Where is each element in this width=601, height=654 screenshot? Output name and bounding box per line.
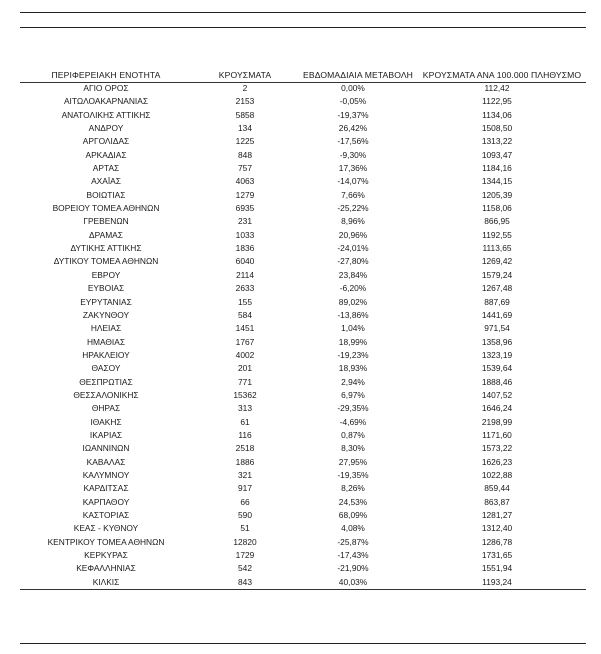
cell-region: ΘΕΣΣΑΛΟΝΙΚΗΣ — [73, 389, 139, 400]
table-header — [20, 68, 586, 82]
cell-region: ΙΘΑΚΗΣ — [90, 416, 122, 427]
cell-cases: 51 — [240, 523, 250, 534]
table-row — [20, 362, 586, 375]
cell-cases-per-100k: 1286,78 — [481, 536, 513, 547]
cell-cases: 542 — [238, 563, 252, 574]
cell-cases-per-100k: 1508,50 — [481, 123, 513, 134]
cell-region: ΗΜΑΘΙΑΣ — [86, 336, 126, 347]
cell-cases: 2518 — [235, 443, 255, 454]
cell-cases-per-100k: 1539,64 — [481, 363, 513, 374]
table-row — [20, 296, 586, 309]
cell-cases-per-100k: 112,42 — [484, 83, 510, 93]
cell-weekly-change: -4,69% — [339, 416, 367, 427]
cell-cases-per-100k: 1158,06 — [482, 203, 512, 214]
cell-cases: 1033 — [235, 229, 255, 240]
table-row — [20, 482, 586, 495]
cell-cases: 4063 — [235, 176, 255, 187]
table-row — [20, 95, 586, 108]
cell-region: ΒΟΙΩΤΙΑΣ — [86, 189, 126, 200]
cell-cases: 12820 — [233, 536, 257, 547]
table-row — [20, 562, 586, 575]
cell-cases: 2 — [242, 83, 248, 93]
table-row — [20, 509, 586, 522]
cell-cases: 584 — [238, 309, 252, 320]
table-row — [20, 282, 586, 295]
cell-region: ΑΡΤΑΣ — [92, 163, 120, 174]
cell-cases: 1886 — [235, 456, 255, 467]
cell-cases: 4002 — [235, 349, 255, 360]
cell-cases-per-100k: 1579,24 — [481, 269, 513, 280]
table-row — [20, 522, 586, 535]
cell-cases: 2114 — [235, 269, 254, 280]
cell-region: ΙΚΑΡΙΑΣ — [89, 429, 123, 440]
cell-region: ΕΒΡΟΥ — [91, 269, 121, 280]
cell-cases: 771 — [238, 376, 252, 387]
cell-cases-per-100k: 1184,16 — [482, 163, 512, 174]
cell-cases: 5858 — [235, 109, 255, 120]
cell-cases-per-100k: 1022,88 — [481, 469, 513, 480]
table-row — [20, 322, 586, 335]
table-row — [20, 122, 586, 135]
cell-weekly-change: -25,22% — [337, 203, 369, 214]
cell-cases: 1225 — [235, 136, 255, 147]
cell-cases-per-100k: 1358,96 — [481, 336, 513, 347]
cases-table — [20, 68, 586, 589]
table-row — [20, 456, 586, 469]
cell-region: ΑΝΔΡΟΥ — [88, 123, 124, 134]
cell-region: ΔΡΑΜΑΣ — [89, 229, 123, 240]
table-row — [20, 496, 586, 509]
cell-weekly-change: -6,20% — [339, 283, 367, 294]
table-row — [20, 549, 586, 562]
cell-region: ΘΕΣΠΡΩΤΙΑΣ — [79, 376, 133, 387]
cell-cases: 757 — [238, 163, 252, 174]
cell-cases-per-100k: 1626,23 — [481, 456, 513, 467]
cell-cases: 6040 — [235, 256, 255, 267]
cell-cases-per-100k: 1205,39 — [481, 189, 513, 200]
table-row — [20, 162, 586, 175]
top-rule-secondary — [20, 27, 586, 28]
cell-weekly-change: 7,66% — [341, 189, 365, 200]
table-end-line — [20, 589, 586, 590]
cell-weekly-change: -19,37% — [337, 109, 369, 120]
table-body — [20, 82, 586, 589]
cell-region: ΚΑΣΤΟΡΙΑΣ — [82, 510, 130, 520]
table-row — [20, 135, 586, 148]
cell-region: ΕΥΡΥΤΑΝΙΑΣ — [80, 296, 132, 307]
cell-cases: 848 — [238, 149, 252, 160]
table-row — [20, 469, 586, 482]
cell-weekly-change: 17,36% — [338, 163, 368, 174]
cell-cases: 231 — [238, 216, 252, 227]
cell-region: ΑΡΚΑΔΙΑΣ — [85, 149, 127, 160]
table-row — [20, 336, 586, 349]
cell-cases: 15362 — [233, 389, 257, 400]
cell-cases-per-100k: 1573,22 — [481, 443, 513, 454]
table-row — [20, 242, 586, 255]
cell-cases-per-100k: 1407,52 — [481, 389, 513, 400]
cell-cases-per-100k: 1122,95 — [482, 96, 512, 107]
cell-cases-per-100k: 971,54 — [484, 323, 510, 334]
cell-weekly-change: -25,87% — [337, 536, 369, 547]
cell-region: ΑΡΓΟΛΙΔΑΣ — [82, 136, 130, 147]
cell-cases: 61 — [240, 416, 250, 427]
cell-region: ΔΥΤΙΚΗΣ ΑΤΤΙΚΗΣ — [70, 243, 142, 254]
table-row — [20, 536, 586, 549]
cell-cases-per-100k: 863,87 — [484, 496, 510, 507]
table-row — [20, 175, 586, 188]
cell-cases: 1836 — [235, 243, 255, 254]
table-row — [20, 309, 586, 322]
cell-weekly-change: 2,94% — [341, 376, 365, 387]
cell-region: ΑΧΑΪΑΣ — [91, 176, 121, 187]
header-cases: ΚΡΟΥΣΜΑΤΑ — [218, 70, 272, 80]
cell-weekly-change: -13,86% — [337, 309, 369, 320]
table-row — [20, 189, 586, 202]
cell-weekly-change: 4,08% — [341, 523, 365, 534]
cell-region: ΑΙΤΩΛΟΑΚΑΡΝΑΝΙΑΣ — [63, 96, 149, 107]
table-row — [20, 109, 586, 122]
header-cases-per-100k: ΚΡΟΥΣΜΑΤΑ ΑΝΑ 100.000 ΠΛΗΘΥΣΜΟ — [422, 70, 582, 80]
cell-region: ΚΑΛΥΜΝΟΥ — [82, 469, 130, 480]
table-row — [20, 402, 586, 415]
cell-region: ΑΓΙΟ ΟΡΟΣ — [83, 83, 129, 93]
cell-weekly-change: -9,30% — [339, 149, 367, 160]
cell-region: ΚΑΡΔΙΤΣΑΣ — [83, 483, 129, 494]
cell-weekly-change: 26,42% — [338, 123, 368, 134]
cell-region: ΕΥΒΟΙΑΣ — [87, 283, 125, 294]
table-row — [20, 202, 586, 215]
cell-region: ΒΟΡΕΙΟΥ ΤΟΜΕΑ ΑΘΗΝΩΝ — [52, 203, 160, 214]
cell-cases: 66 — [240, 496, 250, 507]
table-row — [20, 429, 586, 442]
cell-region: ΚΕΡΚΥΡΑΣ — [84, 550, 128, 561]
cell-region: ΖΑΚΥΝΘΟΥ — [82, 309, 130, 320]
cell-weekly-change: 89,02% — [338, 296, 368, 307]
cell-cases: 6935 — [235, 203, 255, 214]
cell-cases-per-100k: 1344,15 — [481, 176, 513, 187]
table-row — [20, 416, 586, 429]
cell-weekly-change: -0,05% — [339, 96, 367, 107]
cell-cases-per-100k: 866,95 — [484, 216, 510, 227]
cell-cases: 2153 — [235, 96, 255, 107]
cell-cases-per-100k: 1646,24 — [481, 403, 513, 414]
cell-weekly-change: -19,35% — [337, 469, 369, 480]
cell-weekly-change: 18,93% — [338, 363, 368, 374]
cell-cases-per-100k: 1441,69 — [481, 309, 513, 320]
cell-cases-per-100k: 2198,99 — [481, 416, 513, 427]
cell-cases-per-100k: 1551,94 — [481, 563, 513, 574]
cell-cases-per-100k: 1281,27 — [481, 510, 513, 520]
cell-weekly-change: 1,04% — [341, 323, 365, 334]
cell-cases-per-100k: 1193,24 — [482, 576, 512, 587]
cell-cases-per-100k: 1888,46 — [481, 376, 513, 387]
cell-region: ΙΩΑΝΝΙΝΩΝ — [82, 443, 130, 454]
cell-weekly-change: -17,56% — [337, 136, 369, 147]
cell-region: ΚΙΛΚΙΣ — [92, 576, 120, 587]
cell-cases-per-100k: 1323,19 — [481, 349, 513, 360]
cell-cases-per-100k: 1093,47 — [481, 149, 513, 160]
cell-region: ΚΕΦΑΛΛΗΝΙΑΣ — [76, 563, 136, 574]
cell-weekly-change: -19,23% — [337, 349, 369, 360]
cell-cases-per-100k: 1192,55 — [482, 229, 512, 240]
cell-cases: 155 — [238, 296, 252, 307]
cell-cases: 1451 — [235, 323, 255, 334]
cell-cases: 1729 — [235, 550, 255, 561]
cell-weekly-change: 8,30% — [341, 443, 365, 454]
cell-weekly-change: -21,90% — [337, 563, 369, 574]
cell-region: ΘΗΡΑΣ — [91, 403, 121, 414]
cell-cases-per-100k: 1313,22 — [481, 136, 513, 147]
cell-region: ΗΛΕΙΑΣ — [90, 323, 122, 334]
cell-cases: 116 — [238, 429, 252, 440]
table-row — [20, 576, 586, 589]
table-row — [20, 442, 586, 455]
cell-cases: 321 — [238, 469, 252, 480]
cell-region: ΗΡΑΚΛΕΙΟΥ — [82, 349, 130, 360]
table-row — [20, 349, 586, 362]
cell-weekly-change: -14,07% — [337, 176, 369, 187]
cell-region: ΚΕΑΣ - ΚΥΘΝΟΥ — [73, 523, 139, 534]
cell-weekly-change: 0,87% — [341, 429, 365, 440]
cell-cases: 917 — [238, 483, 252, 494]
cell-cases-per-100k: 1113,65 — [482, 243, 512, 254]
cell-cases-per-100k: 887,69 — [484, 296, 510, 307]
table-row — [20, 389, 586, 402]
cell-region: ΚΑΒΑΛΑΣ — [86, 456, 126, 467]
cell-cases-per-100k: 1134,06 — [482, 109, 512, 120]
cell-cases: 843 — [238, 576, 252, 587]
cell-cases-per-100k: 1731,65 — [481, 550, 513, 561]
table-row — [20, 215, 586, 228]
cell-weekly-change: 0,00% — [341, 83, 365, 93]
cell-weekly-change: 27,95% — [338, 456, 368, 467]
cell-cases-per-100k: 859,44 — [484, 483, 510, 494]
cell-region: ΚΑΡΠΑΘΟΥ — [82, 496, 130, 507]
cell-weekly-change: 20,96% — [338, 229, 368, 240]
table-row — [20, 255, 586, 268]
cell-weekly-change: -17,43% — [337, 550, 369, 561]
cell-region: ΚΕΝΤΡΙΚΟΥ ΤΟΜΕΑ ΑΘΗΝΩΝ — [47, 536, 165, 547]
bottom-rule — [20, 643, 586, 644]
cell-cases: 1767 — [235, 336, 255, 347]
cell-cases: 2633 — [235, 283, 255, 294]
cell-cases: 313 — [238, 403, 252, 414]
cell-cases-per-100k: 1171,60 — [482, 429, 512, 440]
cell-region: ΔΥΤΙΚΟΥ ΤΟΜΕΑ ΑΘΗΝΩΝ — [53, 256, 159, 267]
cell-weekly-change: 23,84% — [338, 269, 368, 280]
top-rule — [20, 12, 586, 13]
cell-cases-per-100k: 1267,48 — [481, 283, 513, 294]
cell-cases: 1279 — [235, 189, 255, 200]
cell-cases: 201 — [238, 363, 252, 374]
cell-weekly-change: -29,35% — [337, 403, 369, 414]
table-row — [20, 269, 586, 282]
table-row — [20, 376, 586, 389]
table-row — [20, 82, 586, 95]
table-row — [20, 229, 586, 242]
cell-cases: 590 — [238, 510, 252, 520]
cell-weekly-change: -27,80% — [337, 256, 369, 267]
cell-weekly-change: 6,97% — [341, 389, 365, 400]
cell-region: ΓΡΕΒΕΝΩΝ — [83, 216, 129, 227]
cell-weekly-change: 8,26% — [341, 483, 365, 494]
cell-weekly-change: 68,09% — [338, 510, 368, 520]
cell-weekly-change: -24,01% — [337, 243, 369, 254]
cell-weekly-change: 24,53% — [338, 496, 368, 507]
cell-cases: 134 — [238, 123, 252, 134]
header-region: ΠΕΡΙΦΕΡΕΙΑΚΗ ΕΝΟΤΗΤΑ — [51, 70, 161, 80]
cell-weekly-change: 8,96% — [341, 216, 365, 227]
cell-weekly-change: 40,03% — [338, 576, 368, 587]
cell-region: ΑΝΑΤΟΛΙΚΗΣ ΑΤΤΙΚΗΣ — [61, 109, 151, 120]
cell-weekly-change: 18,99% — [338, 336, 368, 347]
cell-cases-per-100k: 1312,40 — [481, 523, 513, 534]
header-weekly-change: ΕΒΔΟΜΑΔΙΑΙΑ ΜΕΤΑΒΟΛΗ — [303, 70, 413, 80]
cell-region: ΘΑΣΟΥ — [91, 363, 121, 374]
cell-cases-per-100k: 1269,42 — [481, 256, 513, 267]
table-row — [20, 149, 586, 162]
